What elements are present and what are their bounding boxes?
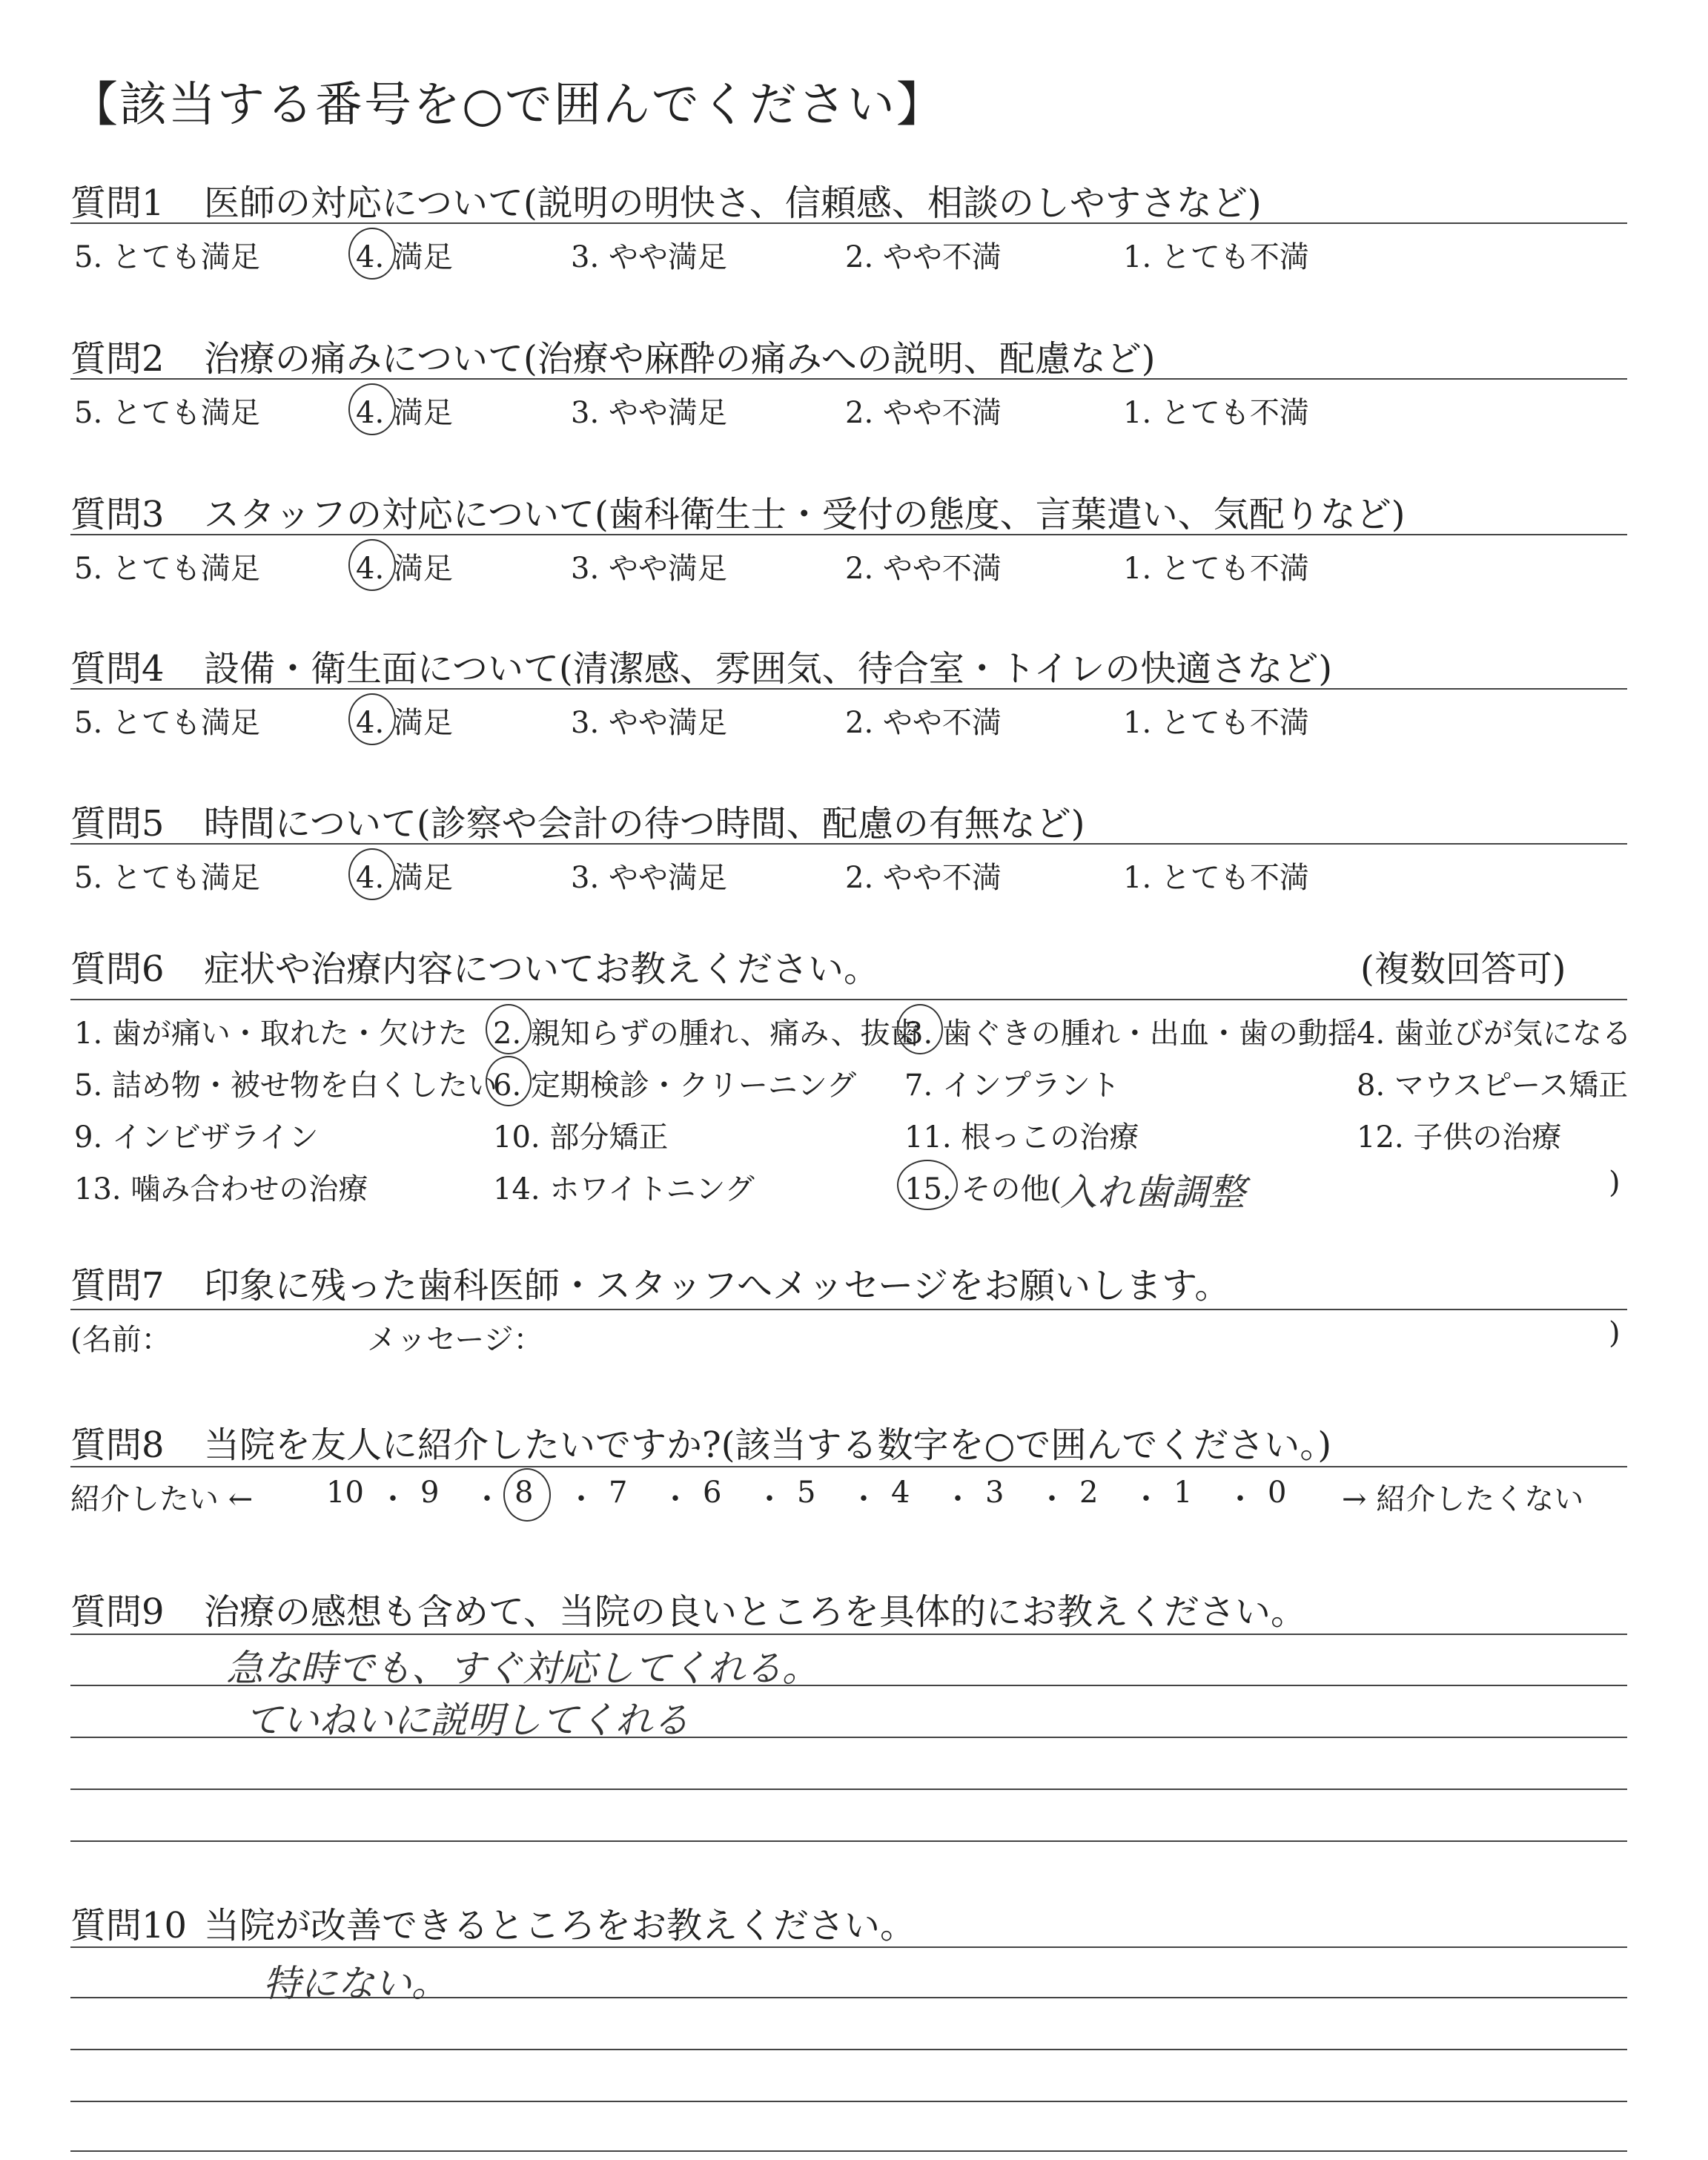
q8-scale-value[interactable]: 8 (514, 1476, 534, 1510)
q5-option[interactable]: 3. やや満足 (571, 861, 727, 895)
q3-option[interactable]: 5. とても満足 (74, 552, 260, 586)
q9-rule-4 (70, 1789, 1627, 1790)
q8-scale-separator: ・ (1131, 1482, 1161, 1516)
q2-rule (70, 378, 1627, 380)
q9-rule-1 (70, 1634, 1627, 1635)
q7-text: 印象に残った歯科医師・スタッフへメッセージをお願いします。 (204, 1265, 1231, 1307)
q5-text: 時間について(診察や会計の待つ時間、配慮の有無など) (204, 803, 1085, 845)
q6-option[interactable]: 4. 歯並びが気になる (1357, 1017, 1632, 1051)
q4-option[interactable]: 1. とても不満 (1123, 706, 1309, 740)
q3-option[interactable]: 2. やや不満 (845, 552, 1002, 586)
q2-option[interactable]: 4. 満足 (356, 396, 453, 430)
q1-option[interactable]: 4. 満足 (356, 240, 453, 274)
q7-message-label: メッセージ： (367, 1323, 543, 1357)
q9-answer-2: ていねいに説明してくれる (245, 1699, 689, 1742)
q8-scale-value[interactable]: 4 (891, 1476, 910, 1510)
q2-option[interactable]: 2. やや不満 (845, 396, 1002, 430)
form-title: 【該当する番号を○で囲んでください】 (70, 78, 945, 133)
q2-option[interactable]: 1. とても不満 (1123, 396, 1309, 430)
q1-option[interactable]: 5. とても満足 (74, 240, 260, 274)
q9-text: 治療の感想も含めて、当院の良いところを具体的にお教えください。 (204, 1591, 1307, 1633)
q10-answer-1: 特にない。 (263, 1962, 448, 2005)
q8-scale-separator: ・ (755, 1482, 784, 1516)
q1-option[interactable]: 3. やや満足 (571, 240, 727, 274)
q8-scale-separator: ・ (378, 1482, 408, 1516)
selection-circle (897, 1004, 943, 1054)
q6-option[interactable]: 8. マウスピース矯正 (1357, 1069, 1629, 1103)
q8-scale-separator: ・ (1037, 1482, 1067, 1516)
q10-rule-1 (70, 1946, 1627, 1948)
q6-text: 症状や治療内容についてお教えください。 (204, 948, 880, 990)
q2-text: 治療の痛みについて(治療や麻酔の痛みへの説明、配慮など) (204, 338, 1156, 380)
q8-scale-value[interactable]: 7 (609, 1476, 628, 1510)
q5-rule (70, 843, 1627, 845)
selection-circle (348, 848, 396, 900)
q8-scale-value[interactable]: 6 (703, 1476, 722, 1510)
q9-rule-5 (70, 1840, 1627, 1842)
q6-note: (複数回答可) (1360, 948, 1566, 990)
q8-scale-value[interactable]: 1 (1174, 1476, 1193, 1510)
q8-scale-separator: ・ (943, 1482, 973, 1516)
q8-scale-value[interactable]: 2 (1079, 1476, 1099, 1510)
q8-right-label: → 紹介したくない (1342, 1482, 1584, 1516)
q1-option[interactable]: 2. やや不満 (845, 240, 1002, 274)
q6-option[interactable]: 11. 根っこの治療 (904, 1120, 1139, 1155)
q6-rule (70, 999, 1627, 1000)
q8-scale-value[interactable]: 3 (985, 1476, 1004, 1510)
q8-scale-value[interactable]: 10 (326, 1476, 364, 1510)
q10-text: 当院が改善できるところをお教えください。 (204, 1905, 916, 1946)
q1-text: 医師の対応について(説明の明快さ、信頼感、相談のしやすさなど) (204, 182, 1262, 224)
q8-scale-separator: ・ (566, 1482, 596, 1516)
q3-option[interactable]: 1. とても不満 (1123, 552, 1309, 586)
q6-option[interactable]: 5. 詰め物・被せ物を白くしたい (74, 1069, 497, 1103)
q1-label: 質問1 (70, 182, 165, 224)
q9-label: 質問9 (70, 1591, 165, 1633)
q2-option[interactable]: 3. やや満足 (571, 396, 727, 430)
q7-close-paren: ) (1609, 1316, 1621, 1350)
selection-circle (486, 1056, 532, 1106)
q5-option[interactable]: 2. やや不満 (845, 861, 1002, 895)
q6-option[interactable]: 7. インプラント (904, 1069, 1120, 1103)
selection-circle (897, 1160, 958, 1210)
selection-circle (486, 1004, 532, 1054)
q8-scale-separator: ・ (849, 1482, 878, 1516)
q10-label: 質問10 (70, 1905, 188, 1946)
q8-rule (70, 1466, 1627, 1467)
q9-answer-1: 急な時でも、すぐ対応してくれる。 (226, 1647, 819, 1690)
q6-option[interactable]: 2. 親知らずの腫れ、痛み、抜歯 (493, 1017, 920, 1051)
q1-rule (70, 222, 1627, 224)
q7-name-label: (名前： (70, 1323, 171, 1357)
q3-text: スタッフの対応について(歯科衛生士・受付の態度、言葉遣い、気配りなど) (204, 494, 1406, 535)
q4-rule (70, 688, 1627, 690)
q8-scale-value[interactable]: 0 (1268, 1476, 1287, 1510)
q8-scale-separator: ・ (1225, 1482, 1255, 1516)
q10-rule-5 (70, 2150, 1627, 2152)
q6-option[interactable]: 14. ホワイトニング (493, 1172, 755, 1206)
q4-text: 設備・衛生面について(清潔感、雰囲気、待合室・トイレの快適さなど) (204, 648, 1333, 690)
q3-option[interactable]: 4. 満足 (356, 552, 453, 586)
q4-option[interactable]: 3. やや満足 (571, 706, 727, 740)
q2-label: 質問2 (70, 338, 165, 380)
q6-option[interactable]: 12. 子供の治療 (1357, 1120, 1562, 1155)
q6-option: ) (1609, 1166, 1621, 1200)
q5-label: 質問5 (70, 803, 165, 845)
selection-circle (348, 693, 396, 745)
q7-label: 質問7 (70, 1265, 165, 1307)
selection-circle (348, 383, 396, 435)
q5-option[interactable]: 4. 満足 (356, 861, 453, 895)
q7-rule (70, 1309, 1627, 1310)
q1-option[interactable]: 1. とても不満 (1123, 240, 1309, 274)
q6-option[interactable]: 3. 歯ぐきの腫れ・出血・歯の動揺 (904, 1017, 1357, 1051)
q8-label: 質問8 (70, 1424, 165, 1466)
q6-option[interactable]: 10. 部分矯正 (493, 1120, 669, 1155)
q6-label: 質問6 (70, 948, 165, 990)
q4-option[interactable]: 2. やや不満 (845, 706, 1002, 740)
q8-scale-value[interactable]: 9 (420, 1476, 440, 1510)
q6-option[interactable]: 1. 歯が痛い・取れた・欠けた (74, 1017, 468, 1051)
q3-label: 質問3 (70, 494, 165, 535)
selection-circle (503, 1468, 551, 1522)
q4-label: 質問4 (70, 648, 165, 690)
q10-rule-4 (70, 2101, 1627, 2102)
q8-scale-value[interactable]: 5 (797, 1476, 816, 1510)
q8-text: 当院を友人に紹介したいですか?(該当する数字を○で囲んでください。) (204, 1424, 1332, 1466)
q5-option[interactable]: 5. とても満足 (74, 861, 260, 895)
q5-option[interactable]: 1. とても不満 (1123, 861, 1309, 895)
q3-rule (70, 534, 1627, 535)
q10-rule-3 (70, 2049, 1627, 2050)
q2-option[interactable]: 5. とても満足 (74, 396, 260, 430)
q6-other-handwritten: 入れ歯調整 (1060, 1171, 1245, 1214)
selection-circle (348, 539, 396, 591)
selection-circle (348, 228, 396, 280)
q6-option[interactable]: 9. インビザライン (74, 1120, 319, 1155)
q8-scale-separator: ・ (661, 1482, 690, 1516)
q6-option[interactable]: 6. 定期検診・クリーニング (493, 1069, 857, 1103)
q4-option[interactable]: 5. とても満足 (74, 706, 260, 740)
q8-scale-separator: ・ (472, 1482, 502, 1516)
q3-option[interactable]: 3. やや満足 (571, 552, 727, 586)
q6-option[interactable]: 13. 噛み合わせの治療 (74, 1172, 368, 1206)
q4-option[interactable]: 4. 満足 (356, 706, 453, 740)
q6-option[interactable]: 15. その他( (904, 1172, 1062, 1206)
q8-left-label: 紹介したい ← (70, 1482, 254, 1516)
